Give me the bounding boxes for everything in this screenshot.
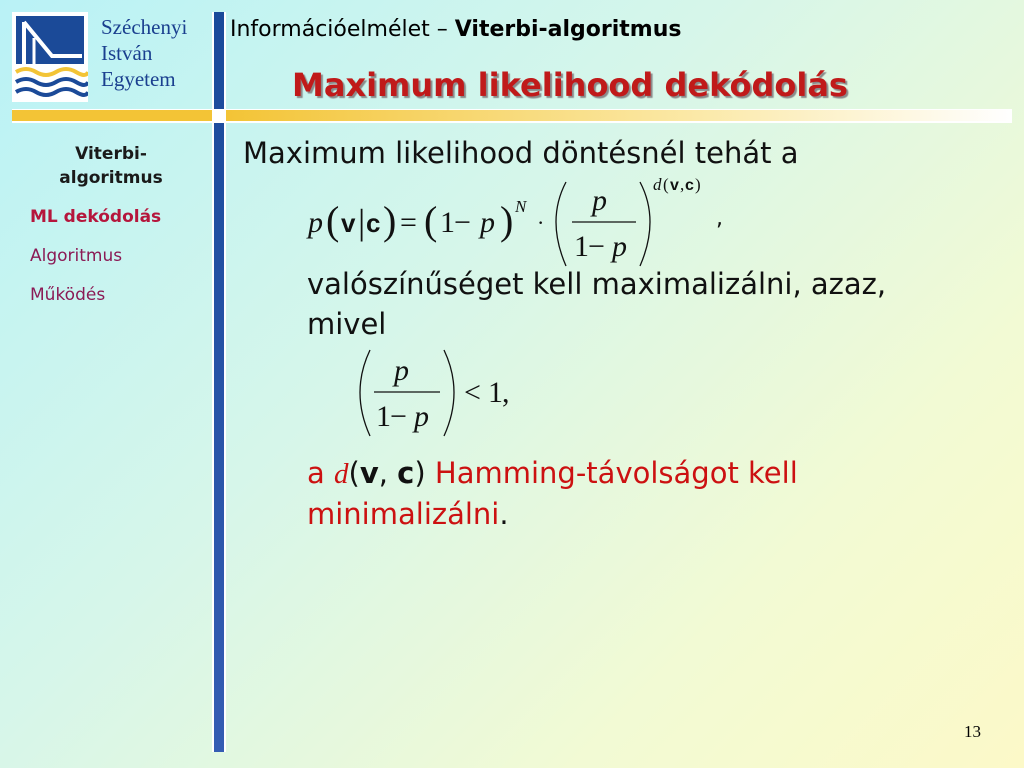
f1-open-paren: ( <box>326 198 340 243</box>
topic-name: Viterbi-algoritmus <box>454 17 682 42</box>
line4-prefix: a <box>307 456 334 490</box>
f1-den-p: p <box>612 230 627 263</box>
content-line-5 <box>307 497 509 531</box>
f1-one: 1 <box>440 206 455 239</box>
horizontal-divider-right-fill <box>226 110 1012 121</box>
f1-den-minus: − <box>588 230 605 263</box>
line4-v: v <box>359 456 379 490</box>
f2-den-p: p <box>414 400 429 433</box>
f1-p: p <box>308 206 323 239</box>
sidebar-nav <box>18 142 204 322</box>
f1-den-one: 1 <box>574 230 589 263</box>
f1-exp-d: d <box>653 175 662 194</box>
f1-exp-open: ( <box>663 175 669 194</box>
line4-open: ( <box>348 456 360 490</box>
line4-c: c <box>397 456 415 490</box>
logo-line-3: Egyetem <box>101 67 176 91</box>
f2-close-paren <box>444 350 454 436</box>
sidebar-item-label: Algoritmus <box>30 246 123 266</box>
f1-close-paren: ) <box>383 198 397 243</box>
f1-exp-comma: , <box>680 175 685 194</box>
ratio-inequality <box>348 346 528 442</box>
f1-v: v <box>341 208 356 238</box>
f1-dot: · <box>537 210 545 235</box>
header-dash: – <box>429 17 455 42</box>
f1-eq: = <box>400 206 417 239</box>
sidebar-item-label-b: algoritmus <box>59 168 163 188</box>
course-header <box>230 17 682 42</box>
likelihood-formula <box>300 170 740 270</box>
f1-p2: p <box>480 206 495 239</box>
sidebar-item-label: Működés <box>30 285 106 305</box>
f2-open-paren <box>360 350 370 436</box>
line5-text: minimalizálni <box>307 497 500 531</box>
sidebar-item-algorithm[interactable] <box>18 244 204 268</box>
f2-den-one: 1 <box>376 400 391 433</box>
page-number: 13 <box>964 722 981 741</box>
f1-big-open-paren <box>556 182 566 266</box>
f1-N: N <box>515 197 527 216</box>
f1-exp-close: ) <box>695 175 701 194</box>
sidebar-item-viterbi[interactable] <box>18 142 204 190</box>
f2-lt: < <box>464 376 481 409</box>
slide-title: Maximum likelihood dekódolás <box>292 66 848 104</box>
f1-exp-v: v <box>670 177 679 194</box>
formula-comma: , <box>716 206 723 231</box>
line5-dot: . <box>499 497 509 531</box>
f2-one: 1 <box>488 376 503 409</box>
f2-comma: , <box>502 376 510 409</box>
f1-open-paren-2: ( <box>424 198 438 243</box>
logo-line-1: Széchenyi <box>101 15 188 39</box>
university-name <box>101 14 187 92</box>
f1-minus: − <box>454 206 471 239</box>
f1-exp-c: c <box>685 177 694 194</box>
f1-c: c <box>366 208 381 238</box>
horizontal-divider-left-fill <box>12 110 212 121</box>
f1-bar: | <box>358 202 366 242</box>
content-line-3: mivel <box>307 307 387 341</box>
course-name: Információelmélet <box>230 17 430 42</box>
sidebar-item-operation[interactable] <box>18 283 204 307</box>
f1-num-p: p <box>592 184 607 217</box>
f2-den-minus: − <box>390 400 407 433</box>
logo-line-2: István <box>101 41 153 65</box>
f1-big-close-paren <box>640 182 650 266</box>
sidebar-item-label: ML dekódolás <box>30 207 162 227</box>
content-line-2: valószínűséget kell maximalizálni, azaz, <box>307 267 887 301</box>
vertical-divider-fill <box>214 12 224 752</box>
f1-close-paren-2: ) <box>500 198 514 243</box>
line4-close: ) <box>414 456 426 490</box>
line4-suffix: Hamming-távolságot kell <box>425 456 798 490</box>
university-logo <box>12 12 88 102</box>
line4-sep: , <box>378 456 398 490</box>
line4-d: d <box>334 458 349 490</box>
sidebar-item-ml-decoding[interactable] <box>18 205 204 229</box>
sidebar-item-label-a: Viterbi- <box>75 144 147 164</box>
content-line-4 <box>307 456 798 491</box>
content-line-1: Maximum likelihood döntésnél tehát a <box>243 136 799 170</box>
f2-num-p: p <box>394 354 409 387</box>
